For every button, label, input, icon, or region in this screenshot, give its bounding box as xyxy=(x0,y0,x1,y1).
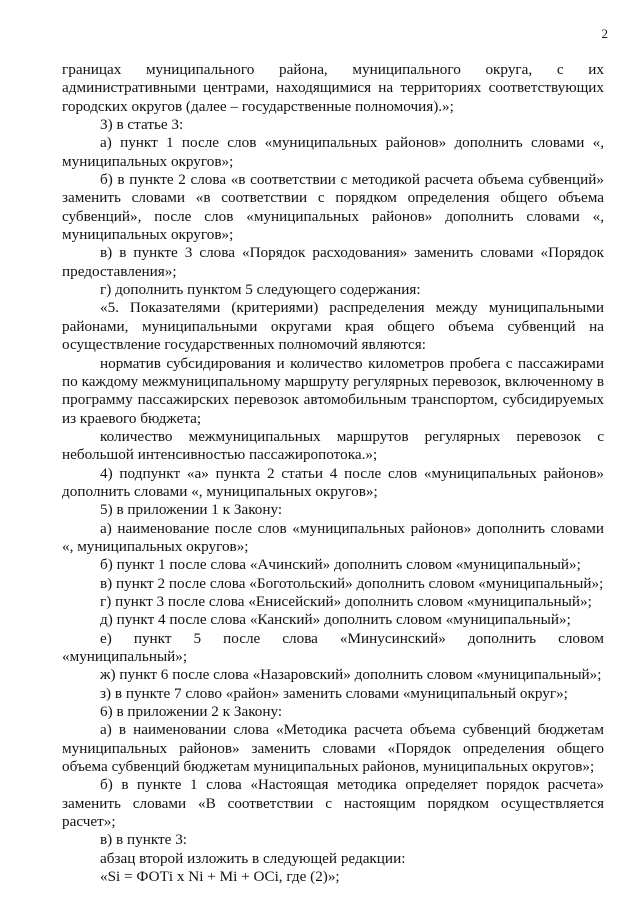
paragraph: норматив субсидирования и количество километров пробега с пассажирами по каждому межмуниципальному маршруту регулярных перевозок, включенному в программу пассажирских перевозок автомобильным транспортом, субсидируемых из краевого бюджета; xyxy=(62,354,604,427)
paragraph: ж) пункт 6 после слова «Назаровский» дополнить словом «муниципальный»; xyxy=(100,666,602,684)
paragraph: 4) подпункт «а» пункта 2 статьи 4 после слов «муниципальных районов» дополнить словами «, муниципальных округов»; xyxy=(62,464,604,500)
paragraph: а) наименование после слов «муниципальных районов» дополнить словами «, муниципальных округов»; xyxy=(62,519,604,555)
paragraph: 5) в приложении 1 к Закону: xyxy=(100,501,283,519)
paragraph: границах муниципального района, муниципального округа, с их административными центрами, находящимися на территориях соответствующих городских округов (далее – государственные полномочия).»; xyxy=(62,61,604,115)
paragraph: абзац второй изложить в следующей редакции: xyxy=(100,849,406,867)
paragraph: в) в пункте 3 слова «Порядок расходования» заменить словами «Порядок предоставления»; xyxy=(62,244,604,280)
paragraph: а) в наименовании слова «Методика расчета объема субвенций бюджетам муниципальных районов» заменить словами «Порядок определения общего объема субвенций бюджетам муниципальных районов, муниципальных округов»; xyxy=(62,721,604,776)
paragraph: количество межмуниципальных маршрутов регулярных перевозок с небольшой интенсивностью пассажиропотока.»; xyxy=(62,427,604,464)
paragraph: д) пункт 4 после слова «Канский» дополнить словом «муниципальный»; xyxy=(100,611,571,629)
paragraph: б) в пункте 1 слова «Настоящая методика определяет порядок расчета» заменить словами «В соответствии с настоящим порядком осуществляется расчет»; xyxy=(62,776,604,831)
paragraph: г) дополнить пунктом 5 следующего содержания: xyxy=(100,281,421,299)
page-number: 2 xyxy=(601,26,608,41)
paragraph: 6) в приложении 2 к Закону: xyxy=(100,703,283,721)
paragraph: а) пункт 1 после слов «муниципальных районов» дополнить словами «, муниципальных округов»; xyxy=(62,134,604,170)
paragraph: е) пункт 5 после слова «Минусинский» дополнить словом «муниципальный»; xyxy=(62,629,604,665)
paragraph: «5. Показателями (критериями) распределения между муниципальными районами, муниципальными округами края общего объема субвенций на осуществление государственных полномочий являются: xyxy=(62,299,604,354)
document-body xyxy=(62,61,604,886)
paragraph: 3) в статье 3: xyxy=(100,116,184,134)
paragraph: б) пункт 1 после слова «Ачинский» дополнить словом «муниципальный»; xyxy=(100,556,581,574)
paragraph: в) пункт 2 после слова «Боготольский» дополнить словом «муниципальный»; xyxy=(100,574,604,592)
paragraph: б) в пункте 2 слова «в соответствии с методикой расчета объема субвенций» заменить словами «в соответствии с порядком определения общего объема субвенций», после слов «муниципальных районов» дополнить словами «, муниципальных округов»; xyxy=(62,171,604,244)
paragraph: «Si = ФОТi x Ni + Mi + OCi, где (2)»; xyxy=(100,868,340,886)
paragraph: г) пункт 3 после слова «Енисейский» дополнить словом «муниципальный»; xyxy=(100,592,592,610)
paragraph: в) в пункте 3: xyxy=(100,831,188,849)
paragraph: з) в пункте 7 слово «район» заменить словами «муниципальный округ»; xyxy=(100,684,568,702)
